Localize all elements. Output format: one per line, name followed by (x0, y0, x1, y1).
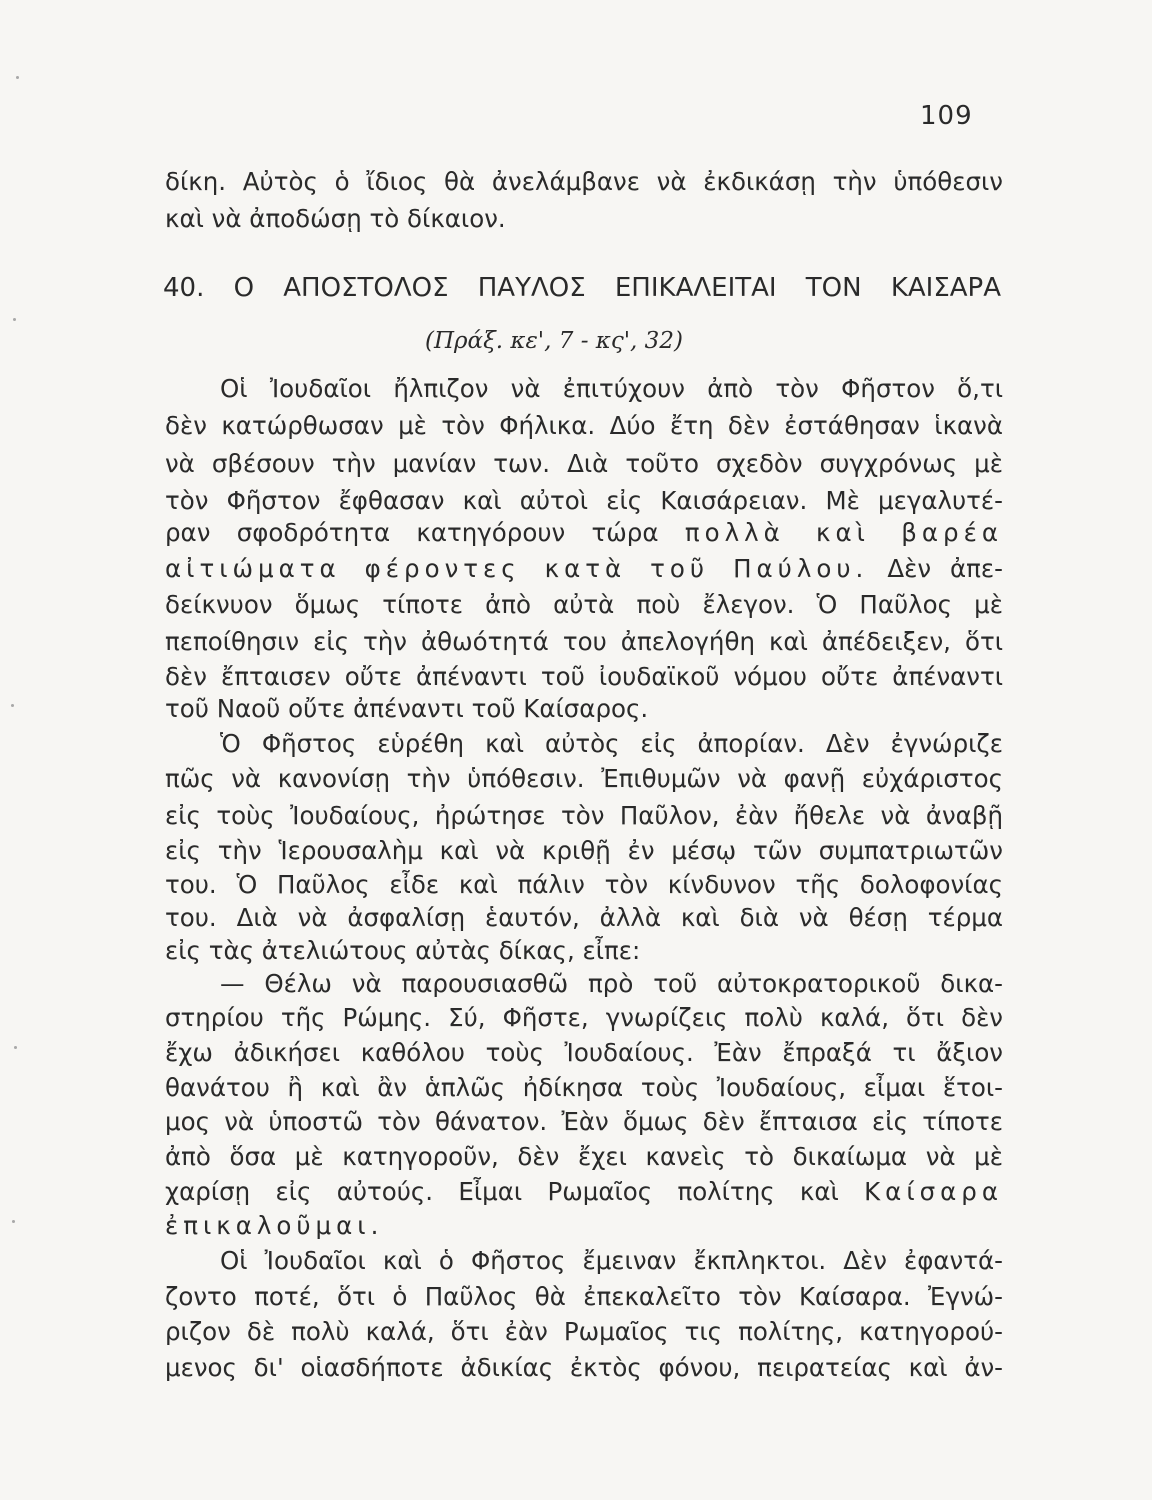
body-line: μος νὰ ὑποστῶ τὸν θάνατον. Ἐὰν ὅμως δὲν ἔπταισα εἰς τίποτε (165, 1107, 1003, 1136)
scan-speck (13, 318, 16, 321)
body-line: ζοντο ποτέ, ὅτι ὁ Παῦλος θὰ ἐπεκαλεῖτο τὸν Καίσαρα. Ἐγνώ- (165, 1282, 1003, 1311)
body-line: του. Διὰ νὰ ἀσφαλίσῃ ἑαυτόν, ἀλλὰ καὶ διὰ νὰ θέσῃ τέρμα (165, 903, 1003, 932)
page-number: 109 (920, 101, 973, 131)
body-line: εἰς τὰς ἀτελιώτους αὐτὰς δίκας, εἶπε: (165, 936, 641, 965)
body-line: δείκνυον ὅμως τίποτε ἀπὸ αὐτὰ ποὺ ἔλεγον. Ὁ Παῦλος μὲ (165, 590, 1003, 619)
body-line: πεποίθησιν εἰς τὴν ἀθωότητά του ἀπελογήθη καὶ ἀπέδειξεν, ὅτι (165, 627, 1003, 656)
emphasized-text: αἰτιώματα φέροντες κατὰ τοῦ Παύλου. (165, 554, 869, 583)
body-line-mixed (165, 552, 1003, 586)
body-line: Ὁ Φῆστος εὑρέθη καὶ αὐτὸς εἰς ἀπορίαν. Δὲν ἐγνώριζε (220, 729, 1003, 758)
scripture-reference: (Πράξ. κε', 7 - κς', 32) (425, 328, 683, 354)
body-line: ἔχω ἀδικήσει καθόλου τοὺς Ἰουδαίους. Ἐὰν ἔπραξά τι ἄξιον (165, 1038, 1003, 1067)
body-line: στηρίου τῆς Ρώμης. Σύ, Φῆστε, γνωρίζεις πολὺ καλά, ὅτι δὲν (165, 1003, 1003, 1032)
body-line: μενος δι' οἱασδήποτε ἀδικίας ἐκτὸς φόνου, πειρατείας καὶ ἀν- (165, 1353, 1003, 1382)
body-line: ἀπὸ ὅσα μὲ κατηγοροῦν, δὲν ἔχει κανεὶς τὸ δικαίωμα νὰ μὲ (165, 1142, 1003, 1171)
body-line: του. Ὁ Παῦλος εἶδε καὶ πάλιν τὸν κίνδυνον τῆς δολοφονίας (165, 870, 1003, 899)
body-line: τοῦ Ναοῦ οὔτε ἀπέναντι τοῦ Καίσαρος. (165, 694, 649, 723)
chapter-title: 40. Ο ΑΠΟΣΤΟΛΟΣ ΠΑΥΛΟΣ ΕΠΙΚΑΛΕΙΤΑΙ ΤΟΝ ΚΑΙΣΑΡΑ (163, 273, 1001, 303)
body-line: εἰς τὴν Ἱερουσαλὴμ καὶ νὰ κριθῇ ἐν μέσῳ τῶν συμπατριωτῶν (165, 836, 1003, 865)
body-line: — Θέλω νὰ παρουσιασθῶ πρὸ τοῦ αὐτοκρατορικοῦ δικα- (220, 969, 1003, 998)
body-line: ριζον δὲ πολὺ καλά, ὅτι ἐὰν Ρωμαῖος τις πολίτης, κατηγορού- (165, 1317, 1003, 1346)
body-line: πῶς νὰ κανονίσῃ τὴν ὑπόθεσιν. Ἐπιθυμῶν νὰ φανῇ εὐχάριστος (165, 764, 1003, 793)
scan-speck (12, 1220, 15, 1223)
body-line-segment: ραν σφοδρότητα κατηγόρουν τώρα (165, 518, 659, 547)
body-line: νὰ σβέσουν τὴν μανίαν των. Διὰ τοῦτο σχεδὸν συγχρόνως μὲ (165, 449, 1003, 478)
intro-line: δίκη. Αὐτὸς ὁ ἴδιος θὰ ἀνελάμβανε νὰ ἐκδικάσῃ τὴν ὑπόθεσιν (165, 167, 1003, 196)
body-line: εἰς τοὺς Ἰουδαίους, ἠρώτησε τὸν Παῦλον, ἐὰν ἤθελε νὰ ἀναβῇ (165, 801, 1003, 830)
scan-speck (11, 704, 14, 707)
body-line: Οἱ Ἰουδαῖοι ἤλπιζον νὰ ἐπιτύχουν ἀπὸ τὸν Φῆστον ὅ,τι (220, 374, 1003, 403)
body-line-segment: χαρίσῃ εἰς αὐτούς. Εἶμαι Ρωμαῖος πολίτης καὶ (165, 1177, 839, 1206)
emphasized-text: Καίσαρα (864, 1177, 1003, 1206)
body-line: δὲν κατώρθωσαν μὲ τὸν Φήλικα. Δύο ἔτη δὲν ἐστάθησαν ἱκανὰ (165, 411, 1003, 440)
body-line: θανάτου ἢ καὶ ἂν ἁπλῶς ἠδίκησα τοὺς Ἰουδαίους, εἶμαι ἕτοι- (165, 1073, 1003, 1102)
emphasized-text: πολλὰ καὶ βαρέα (684, 518, 1003, 547)
scan-speck (16, 76, 19, 79)
body-line: Οἱ Ἰουδαῖοι καὶ ὁ Φῆστος ἔμειναν ἔκπληκτοι. Δὲν ἐφαντά- (220, 1246, 1003, 1275)
body-line: δὲν ἔπταισεν οὔτε ἀπέναντι τοῦ ἰουδαϊκοῦ νόμου οὔτε ἀπέναντι (165, 662, 1003, 691)
intro-line: καὶ νὰ ἀποδώσῃ τὸ δίκαιον. (165, 204, 506, 233)
body-line: τὸν Φῆστον ἔφθασαν καὶ αὐτοὶ εἰς Καισάρειαν. Μὲ μεγαλυτέ- (165, 486, 1003, 515)
scan-speck (14, 1046, 17, 1049)
emphasized-line: ἐπικαλοῦμαι. (165, 1211, 384, 1240)
body-line-mixed (165, 516, 1003, 550)
body-line-segment: Δὲν ἀπε- (887, 554, 1003, 583)
body-line-mixed (165, 1175, 1003, 1209)
